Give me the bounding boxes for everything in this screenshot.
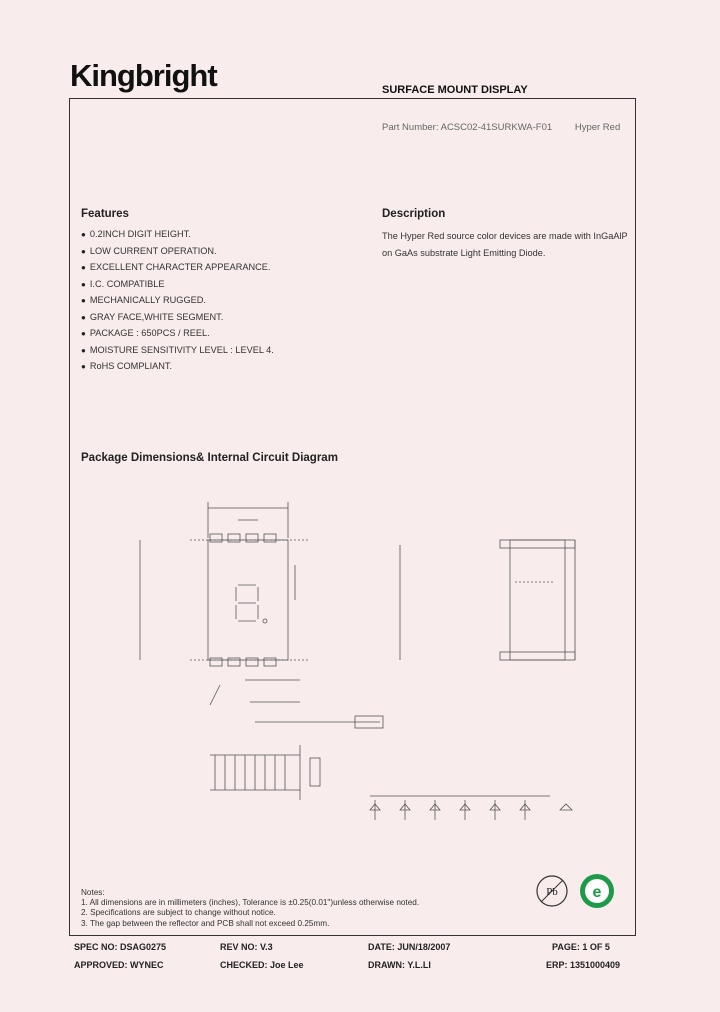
title-block	[0, 936, 720, 976]
document-date: DATE: JUN/18/2007	[368, 942, 451, 952]
feature-item: ● EXCELLENT CHARACTER APPEARANCE.	[81, 261, 274, 278]
color-name: Hyper Red	[574, 122, 621, 133]
part-number-line	[382, 122, 640, 133]
document-type: SURFACE MOUNT DISPLAY	[382, 84, 528, 96]
drawn-by: DRAWN: Y.L.LI	[368, 960, 431, 970]
revision-number: REV NO: V.3	[220, 942, 273, 952]
feature-item: ● 0.2INCH DIGIT HEIGHT.	[81, 228, 274, 245]
lead-free-icon	[537, 876, 567, 906]
note-item: 3. The gap between the reflector and PCB shall not exceed 0.25mm.	[81, 918, 330, 928]
feature-item: ● I.C. COMPATIBLE	[81, 278, 274, 295]
feature-item: ● GRAY FACE,WHITE SEGMENT.	[81, 311, 274, 328]
note-item: 1. All dimensions are in millimeters (inches), Tolerance is ±0.25(0.01")unless otherwise noted.	[81, 898, 420, 908]
approved-by: APPROVED: WYNEC	[74, 960, 164, 970]
features-list	[81, 228, 274, 377]
pb-label: Pb	[546, 886, 558, 898]
feature-item: ● RoHS COMPLIANT.	[81, 360, 274, 377]
feature-item: ● LOW CURRENT OPERATION.	[81, 245, 274, 262]
page-number: PAGE: 1 OF 5	[552, 942, 610, 952]
features-heading: Features	[81, 208, 129, 220]
feature-item: ● MECHANICALLY RUGGED.	[81, 294, 274, 311]
package-dimension-drawing	[70, 490, 610, 860]
compliance-badges	[535, 870, 625, 912]
rohs-label: e	[592, 884, 602, 901]
package-heading: Package Dimensions& Internal Circuit Diagram	[81, 452, 338, 464]
description-text: The Hyper Red source color devices are made with InGaAlP on GaAs substrate Light Emitting Diode.	[382, 231, 628, 258]
part-number: Part Number: ACSC02-41SURKWA-F01	[382, 122, 553, 133]
kingbright-logo: Kingbright	[70, 58, 217, 93]
notes-heading: Notes:	[81, 888, 105, 897]
description-heading: Description	[382, 208, 446, 220]
note-item: 2. Specifications are subject to change without notice.	[81, 908, 276, 918]
notes-block	[81, 888, 419, 929]
spec-number: SPEC NO: DSAG0275	[74, 942, 167, 952]
erp-number: ERP: 1351000409	[546, 960, 621, 970]
feature-item: ● MOISTURE SENSITIVITY LEVEL : LEVEL 4.	[81, 344, 274, 361]
rohs-recycle-icon	[580, 874, 614, 908]
feature-item: ● PACKAGE : 650PCS / REEL.	[81, 327, 274, 344]
checked-by: CHECKED: Joe Lee	[220, 960, 304, 970]
